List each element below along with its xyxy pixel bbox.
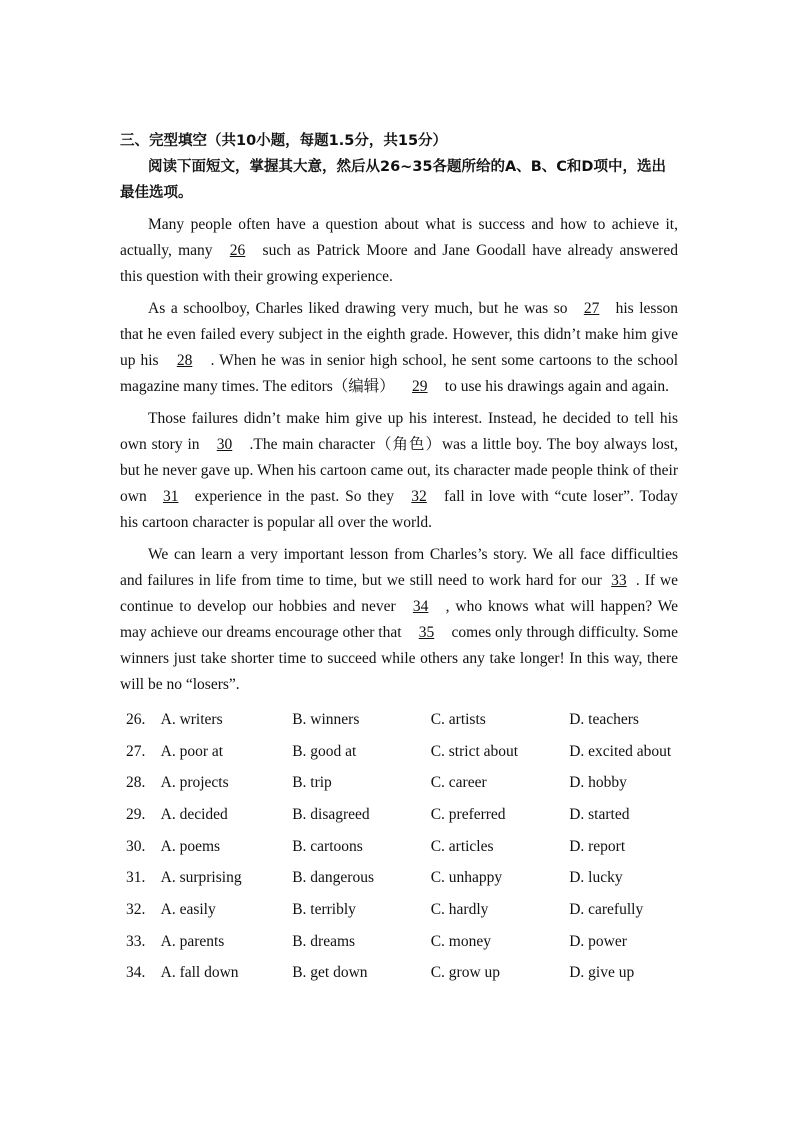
option-a: A. poor at bbox=[160, 742, 224, 760]
question-row bbox=[120, 704, 678, 736]
option-c: C. money bbox=[430, 932, 491, 950]
text: . When he was in senior high school, he sent some cartoons to the school magazine many times. The editors（编辑） bbox=[120, 352, 678, 395]
option-b: B. cartoons bbox=[292, 837, 363, 855]
text: fall in love with “cute loser”. Today his cartoon character is popular all over the world. bbox=[120, 488, 678, 531]
blank-29: 29 bbox=[412, 378, 428, 395]
text: such as Patrick Moore and Jane Goodall have already answered this question with their growing experience. bbox=[120, 242, 678, 285]
question-row bbox=[120, 736, 678, 768]
option-c: C. unhappy bbox=[430, 869, 503, 887]
question-number: 28. bbox=[126, 774, 146, 792]
option-b: B. good at bbox=[292, 742, 357, 760]
blank-35: 35 bbox=[418, 624, 435, 641]
text: As a schoolboy, Charles liked drawing very much, but he was so bbox=[148, 300, 568, 317]
text: .The main character（角色）was a little boy. The boy always lost, but he never gave up. When his cartoon came out, its character made people think of their own bbox=[120, 436, 678, 505]
option-a: A. decided bbox=[160, 805, 228, 823]
question-number: 32. bbox=[126, 900, 146, 918]
exam-page bbox=[120, 128, 678, 989]
question-number: 29. bbox=[126, 805, 146, 823]
blank-31: 31 bbox=[162, 488, 179, 505]
question-row bbox=[120, 767, 678, 799]
passage-paragraph-3 bbox=[120, 406, 678, 536]
question-number: 34. bbox=[126, 964, 146, 982]
option-a: A. easily bbox=[160, 900, 216, 918]
passage-paragraph-4 bbox=[120, 542, 678, 698]
option-c: C. artists bbox=[430, 710, 486, 728]
text: . If we continue to develop our hobbies and never bbox=[120, 572, 679, 615]
option-a: A. poems bbox=[160, 837, 221, 855]
question-number: 30. bbox=[126, 837, 146, 855]
instruction: 阅读下面短文，掌握其大意，然后从26~35各题所给的A、B、C和D项中，选出最佳选项。 bbox=[120, 159, 666, 201]
option-a: A. projects bbox=[160, 774, 229, 792]
blank-28: 28 bbox=[176, 352, 193, 369]
option-d: D. started bbox=[569, 805, 630, 823]
option-c: C. preferred bbox=[430, 805, 506, 823]
option-d: D. power bbox=[569, 932, 627, 950]
text: to use his drawings again and again. bbox=[444, 378, 670, 395]
text: comes only through difficulty. Some winners just take shorter time to succeed while others any take longer! In this way, there will be no “losers”. bbox=[120, 624, 678, 693]
question-number: 26. bbox=[126, 710, 146, 728]
blank-26: 26 bbox=[229, 242, 246, 259]
option-c: C. hardly bbox=[430, 900, 489, 918]
blank-32: 32 bbox=[411, 488, 427, 505]
option-d: D. carefully bbox=[569, 900, 644, 918]
option-d: D. hobby bbox=[569, 774, 627, 792]
option-c: C. articles bbox=[430, 837, 494, 855]
option-d: D. excited about bbox=[569, 742, 672, 760]
passage-paragraph-2 bbox=[120, 296, 678, 400]
option-c: C. strict about bbox=[430, 742, 519, 760]
text: Those failures didn’t make him give up his interest. Instead, he decided to tell his own story in bbox=[120, 410, 678, 453]
option-a: A. fall down bbox=[160, 964, 239, 982]
option-c: C. career bbox=[430, 774, 487, 792]
option-a: A. surprising bbox=[160, 869, 242, 887]
question-number: 27. bbox=[126, 742, 146, 760]
option-b: B. winners bbox=[292, 710, 360, 728]
blank-34: 34 bbox=[412, 598, 429, 615]
option-b: B. trip bbox=[292, 774, 332, 792]
question-row bbox=[120, 958, 678, 990]
text: experience in the past. So they bbox=[194, 488, 395, 505]
option-b: B. dreams bbox=[292, 932, 356, 950]
question-number: 31. bbox=[126, 869, 146, 887]
blank-30: 30 bbox=[216, 436, 233, 453]
question-row bbox=[120, 831, 678, 863]
blank-27: 27 bbox=[583, 300, 600, 317]
option-d: D. lucky bbox=[569, 869, 623, 887]
blank-33: 33 bbox=[611, 572, 627, 589]
text: his lesson that he even failed every subject in the eighth grade. However, this didn’t make him give up his bbox=[120, 300, 678, 369]
option-b: B. get down bbox=[292, 964, 368, 982]
section-title: 三、完型填空（共10小题，每题1.5分，共15分） bbox=[120, 133, 448, 149]
question-row bbox=[120, 926, 678, 958]
question-row bbox=[120, 894, 678, 926]
text: , who knows what will happen? We may achieve our dreams encourage other that bbox=[120, 598, 678, 641]
text: Many people often have a question about what is success and how to achieve it, actually, many bbox=[120, 216, 678, 259]
question-number: 33. bbox=[126, 932, 146, 950]
option-b: B. dangerous bbox=[292, 869, 374, 887]
question-row bbox=[120, 799, 678, 831]
option-d: D. give up bbox=[569, 964, 635, 982]
passage-paragraph-1 bbox=[120, 212, 678, 290]
option-d: D. report bbox=[569, 837, 626, 855]
option-a: A. writers bbox=[160, 710, 223, 728]
options-list bbox=[120, 704, 678, 989]
text: We can learn a very important lesson from Charles’s story. We all face difficulties and failures in life from time to time, but we still need to work hard for our bbox=[120, 546, 678, 589]
option-a: A. parents bbox=[160, 932, 225, 950]
option-c: C. grow up bbox=[430, 964, 501, 982]
option-b: B. terribly bbox=[292, 900, 356, 918]
option-b: B. disagreed bbox=[292, 805, 370, 823]
question-row bbox=[120, 862, 678, 894]
option-d: D. teachers bbox=[569, 710, 639, 728]
